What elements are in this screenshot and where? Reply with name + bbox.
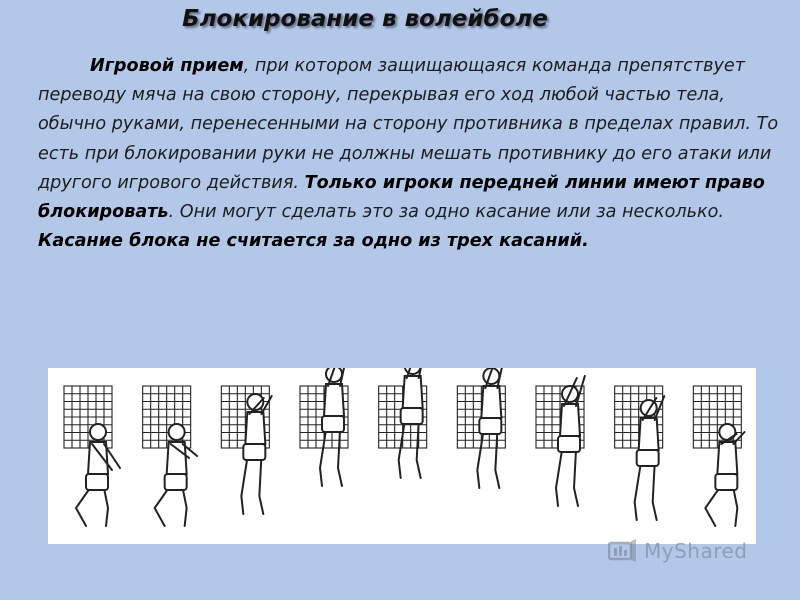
player-figure	[399, 368, 427, 478]
watermark-text: MyShared	[644, 539, 748, 563]
definition-text: , при котором защищающаяся команда препятствует переводу мяча на свою сторону, перекрывая его ход любой частью тела, обычно руками, перенесенными на сторону противника в пределах правил. То есть при блокировании руки не должны мешать противнику до его атаки или другого игрового действия.	[38, 56, 779, 193]
term-bold: Игровой прием	[90, 56, 244, 76]
blocking-sequence-figures-icon	[48, 368, 756, 544]
myshared-logo-icon	[608, 538, 638, 564]
blocking-frame	[693, 386, 744, 526]
definition-paragraph	[38, 52, 788, 256]
slide-title: Блокирование в волейболе	[182, 6, 548, 32]
rule-touch-bold: Касание блока не считается за одно из трех касаний.	[38, 231, 589, 252]
watermark	[608, 538, 748, 564]
blocking-frame	[457, 368, 505, 488]
player-figure	[76, 424, 120, 526]
blocking-frame	[536, 376, 585, 506]
blocking-sequence-illustration	[48, 368, 756, 544]
player-figure	[241, 394, 271, 514]
rule-front-line-bold: Только игроки передней линии имеют право блокировать	[38, 172, 765, 223]
blocking-frame	[143, 386, 197, 526]
blocking-frame	[615, 386, 665, 520]
blocking-frame	[64, 386, 120, 526]
blocking-frame	[300, 368, 348, 486]
blocking-frame	[379, 368, 427, 478]
player-figure	[705, 424, 744, 526]
net-grid	[64, 386, 112, 448]
net-grid	[693, 386, 741, 448]
rule-text: . Они могут сделать это за одно касание или за несколько.	[168, 202, 724, 223]
net-grid	[143, 386, 191, 448]
blocking-frame	[221, 386, 271, 514]
